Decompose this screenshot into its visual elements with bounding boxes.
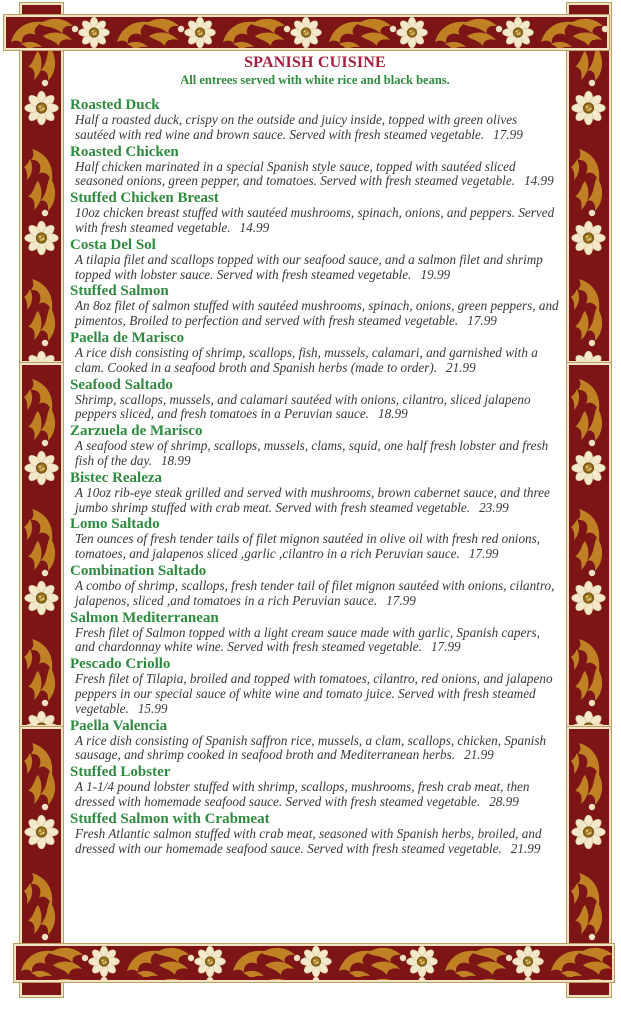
flower-border-right — [569, 365, 609, 725]
menu-item — [70, 718, 560, 764]
menu-item-description-line — [70, 486, 560, 516]
menu-item-description: A 1-1/4 pound lobster stuffed with shrimp, scallops, mushrooms, fresh crab meat, then dressed with homemade seafood sauce. Served with fresh steamed vegetable. — [75, 779, 530, 809]
menu-item-name: Stuffed Chicken Breast — [70, 190, 219, 207]
menu-item — [70, 330, 560, 376]
menu-item-description: Shrimp, scallops, mussels, and calamari sautéed with onions, cilantro, sliced jalapeno peppers sliced, and fresh tomatoes in a Peruvian sauce. — [75, 391, 531, 422]
menu-item-description-line — [70, 253, 560, 283]
menu-item-name: Paella Valencia — [70, 717, 168, 734]
menu-item-description-line — [70, 346, 560, 376]
menu-item-name: Pescado Criollo — [70, 656, 171, 673]
menu-item-price: 15.99 — [137, 700, 168, 716]
flower-border-left — [22, 5, 61, 361]
menu-item — [70, 377, 560, 423]
menu-item-description: An 8oz filet of salmon stuffed with sautéed mushrooms, spinach, onions, green peppers, and pimentos, Broiled to perfection and served with fresh steamed vegetable. — [75, 298, 559, 329]
menu-item-price: 19.99 — [420, 266, 451, 282]
border-top — [4, 15, 609, 50]
menu-item-name: Lomo Saltado — [70, 516, 160, 533]
menu-item-name: Paella de Marisco — [70, 329, 185, 346]
menu-page — [70, 54, 560, 857]
menu-item-description-line — [70, 780, 560, 810]
menu-item-description-line — [70, 160, 560, 190]
menu-item-name: Salmon Mediterranean — [70, 609, 219, 626]
flower-border-left — [22, 365, 61, 725]
menu-item-price: 14.99 — [523, 173, 554, 189]
menu-item-description-line — [70, 734, 560, 764]
menu-item — [70, 144, 560, 190]
menu-item — [70, 764, 560, 810]
menu-item — [70, 656, 560, 716]
menu-item-description: Fresh filet of Tilapia, broiled and topped with tomatoes, cilantro, red onions, and jalapeno peppers in our special sauce of white wine and tomato juice. Served with fresh steamed vegetable. — [75, 671, 553, 716]
flower-border-right — [569, 5, 609, 361]
menu-item-description-line — [70, 439, 560, 469]
menu-item-description: Half chicken marinated in a special Spanish style sauce, topped with sautéed sliced seasoned onions, green pepper, and tomatoes. Served with fresh steamed vegetable. — [75, 158, 516, 189]
border-left-segment — [20, 3, 63, 363]
menu-item-description-line — [70, 626, 560, 656]
menu-item-description: A 10oz rib-eye steak grilled and served with mushrooms, brown cabernet sauce, and three jumbo shrimp stuffed with crab meat. Served with fresh steamed vegetable. — [75, 484, 550, 515]
menu-item — [70, 283, 560, 329]
menu-item-description-line — [70, 393, 560, 423]
menu-item-list — [70, 97, 560, 856]
menu-item-price: 17.99 — [493, 126, 523, 142]
menu-item — [70, 237, 560, 283]
menu-item — [70, 190, 560, 236]
menu-item — [70, 423, 560, 469]
menu-item — [70, 516, 560, 562]
page-title: SPANISH CUISINE — [244, 54, 386, 71]
menu-item-description: A rice dish consisting of Spanish saffron rice, mussels, a clam, scallops, chicken, Spanish sausage, and shrimp cooked in seafood broth and Mediterranean herbs. — [75, 732, 547, 763]
menu-item-description-line — [70, 532, 560, 562]
menu-item-description-line — [70, 299, 560, 329]
menu-item-price: 17.99 — [467, 313, 497, 329]
menu-item-price: 17.99 — [468, 546, 499, 562]
menu-item-price: 21.99 — [446, 359, 476, 375]
menu-item-name: Roasted Chicken — [70, 143, 179, 160]
border-bottom — [14, 944, 614, 982]
menu-item-description: 10oz chicken breast stuffed with sautéed mushrooms, spinach, onions, and peppers. Served with fresh steamed vegetable. — [75, 205, 555, 235]
menu-item-price: 28.99 — [489, 793, 519, 809]
menu-item-name: Costa Del Sol — [70, 236, 156, 253]
menu-item-description: A rice dish consisting of shrimp, scallops, fish, mussels, calamari, and garnished with a clam. Cooked in a seafood broth and Spanish herbs (made to order). — [75, 344, 538, 375]
menu-item-price: 17.99 — [430, 639, 461, 655]
menu-item-description-line — [70, 672, 560, 716]
menu-item-name: Stuffed Salmon — [70, 283, 169, 300]
menu-item-description-line — [70, 113, 560, 143]
menu-item-name: Roasted Duck — [70, 97, 160, 113]
menu-item-name: Stuffed Lobster — [70, 764, 171, 781]
border-left-segment — [20, 363, 63, 727]
menu-item-description-line — [70, 827, 560, 857]
menu-item-name: Zarzuela de Marisco — [70, 423, 203, 440]
menu-subtitle: All entrees served with white rice and black beans. — [180, 73, 450, 87]
menu-item-price: 18.99 — [160, 452, 191, 468]
menu-item-description: Ten ounces of fresh tender tails of filet mignon sautéed in olive oil with fresh red onions, tomatoes, and jalapenos sliced ,garlic ,cilantro in a rich Peruvian sauce. — [75, 531, 541, 562]
menu-item — [70, 811, 560, 857]
menu-item-description-line — [70, 206, 560, 236]
flower-border-bottom — [16, 946, 612, 980]
menu-item-description-line — [70, 579, 560, 609]
border-right-segment — [567, 363, 611, 727]
menu-item — [70, 470, 560, 516]
menu-item — [70, 610, 560, 656]
menu-item-description: Fresh Atlantic salmon stuffed with crab meat, seasoned with Spanish herbs, broiled, and dressed with our homemade seafood sauce. Served with fresh steamed vegetable. — [75, 825, 542, 856]
menu-item-name: Bistec Realeza — [70, 469, 163, 486]
menu-item-name: Combination Saltado — [70, 562, 207, 579]
menu-item-price: 17.99 — [386, 592, 416, 608]
menu-item-price: 21.99 — [510, 840, 541, 856]
menu-item-price: 23.99 — [479, 499, 509, 515]
menu-item-price: 21.99 — [464, 747, 494, 763]
menu-item — [70, 97, 560, 143]
flower-border-top — [6, 17, 607, 48]
menu-item-price: 18.99 — [377, 406, 408, 422]
menu-item-description: A seafood stew of shrimp, scallops, mussels, clams, squid, one half fresh lobster and fresh fish of the day. — [75, 438, 549, 468]
menu-item-name: Seafood Saltado — [70, 376, 173, 393]
menu-item-description: A combo of shrimp, scallops, fresh tender tail of filet mignon sautéed with onions, cilantro, jalapenos, sliced ,and tomatoes in a rich Peruvian sauce. — [75, 577, 555, 608]
menu-item-price: 14.99 — [239, 219, 270, 235]
menu-item-name: Stuffed Salmon with Crabmeat — [70, 810, 270, 827]
border-right-segment — [567, 3, 611, 363]
menu-item-description: A tilapia filet and scallops topped with our seafood sauce, and a salmon filet and shrimp topped with lobster sauce. Served with fresh steamed vegetable. — [75, 251, 543, 282]
menu-item-description: Fresh filet of Salmon topped with a light cream sauce made with garlic, Spanish capers, and chardonnay white wine. Served with fresh steamed vegetable. — [75, 624, 540, 655]
menu-item — [70, 563, 560, 609]
menu-item-description: Half a roasted duck, crispy on the outside and juicy inside, topped with green olives sautéed with red wine and brown sauce. Served with fresh steamed vegetable. — [75, 112, 518, 142]
menu-header — [70, 54, 560, 88]
